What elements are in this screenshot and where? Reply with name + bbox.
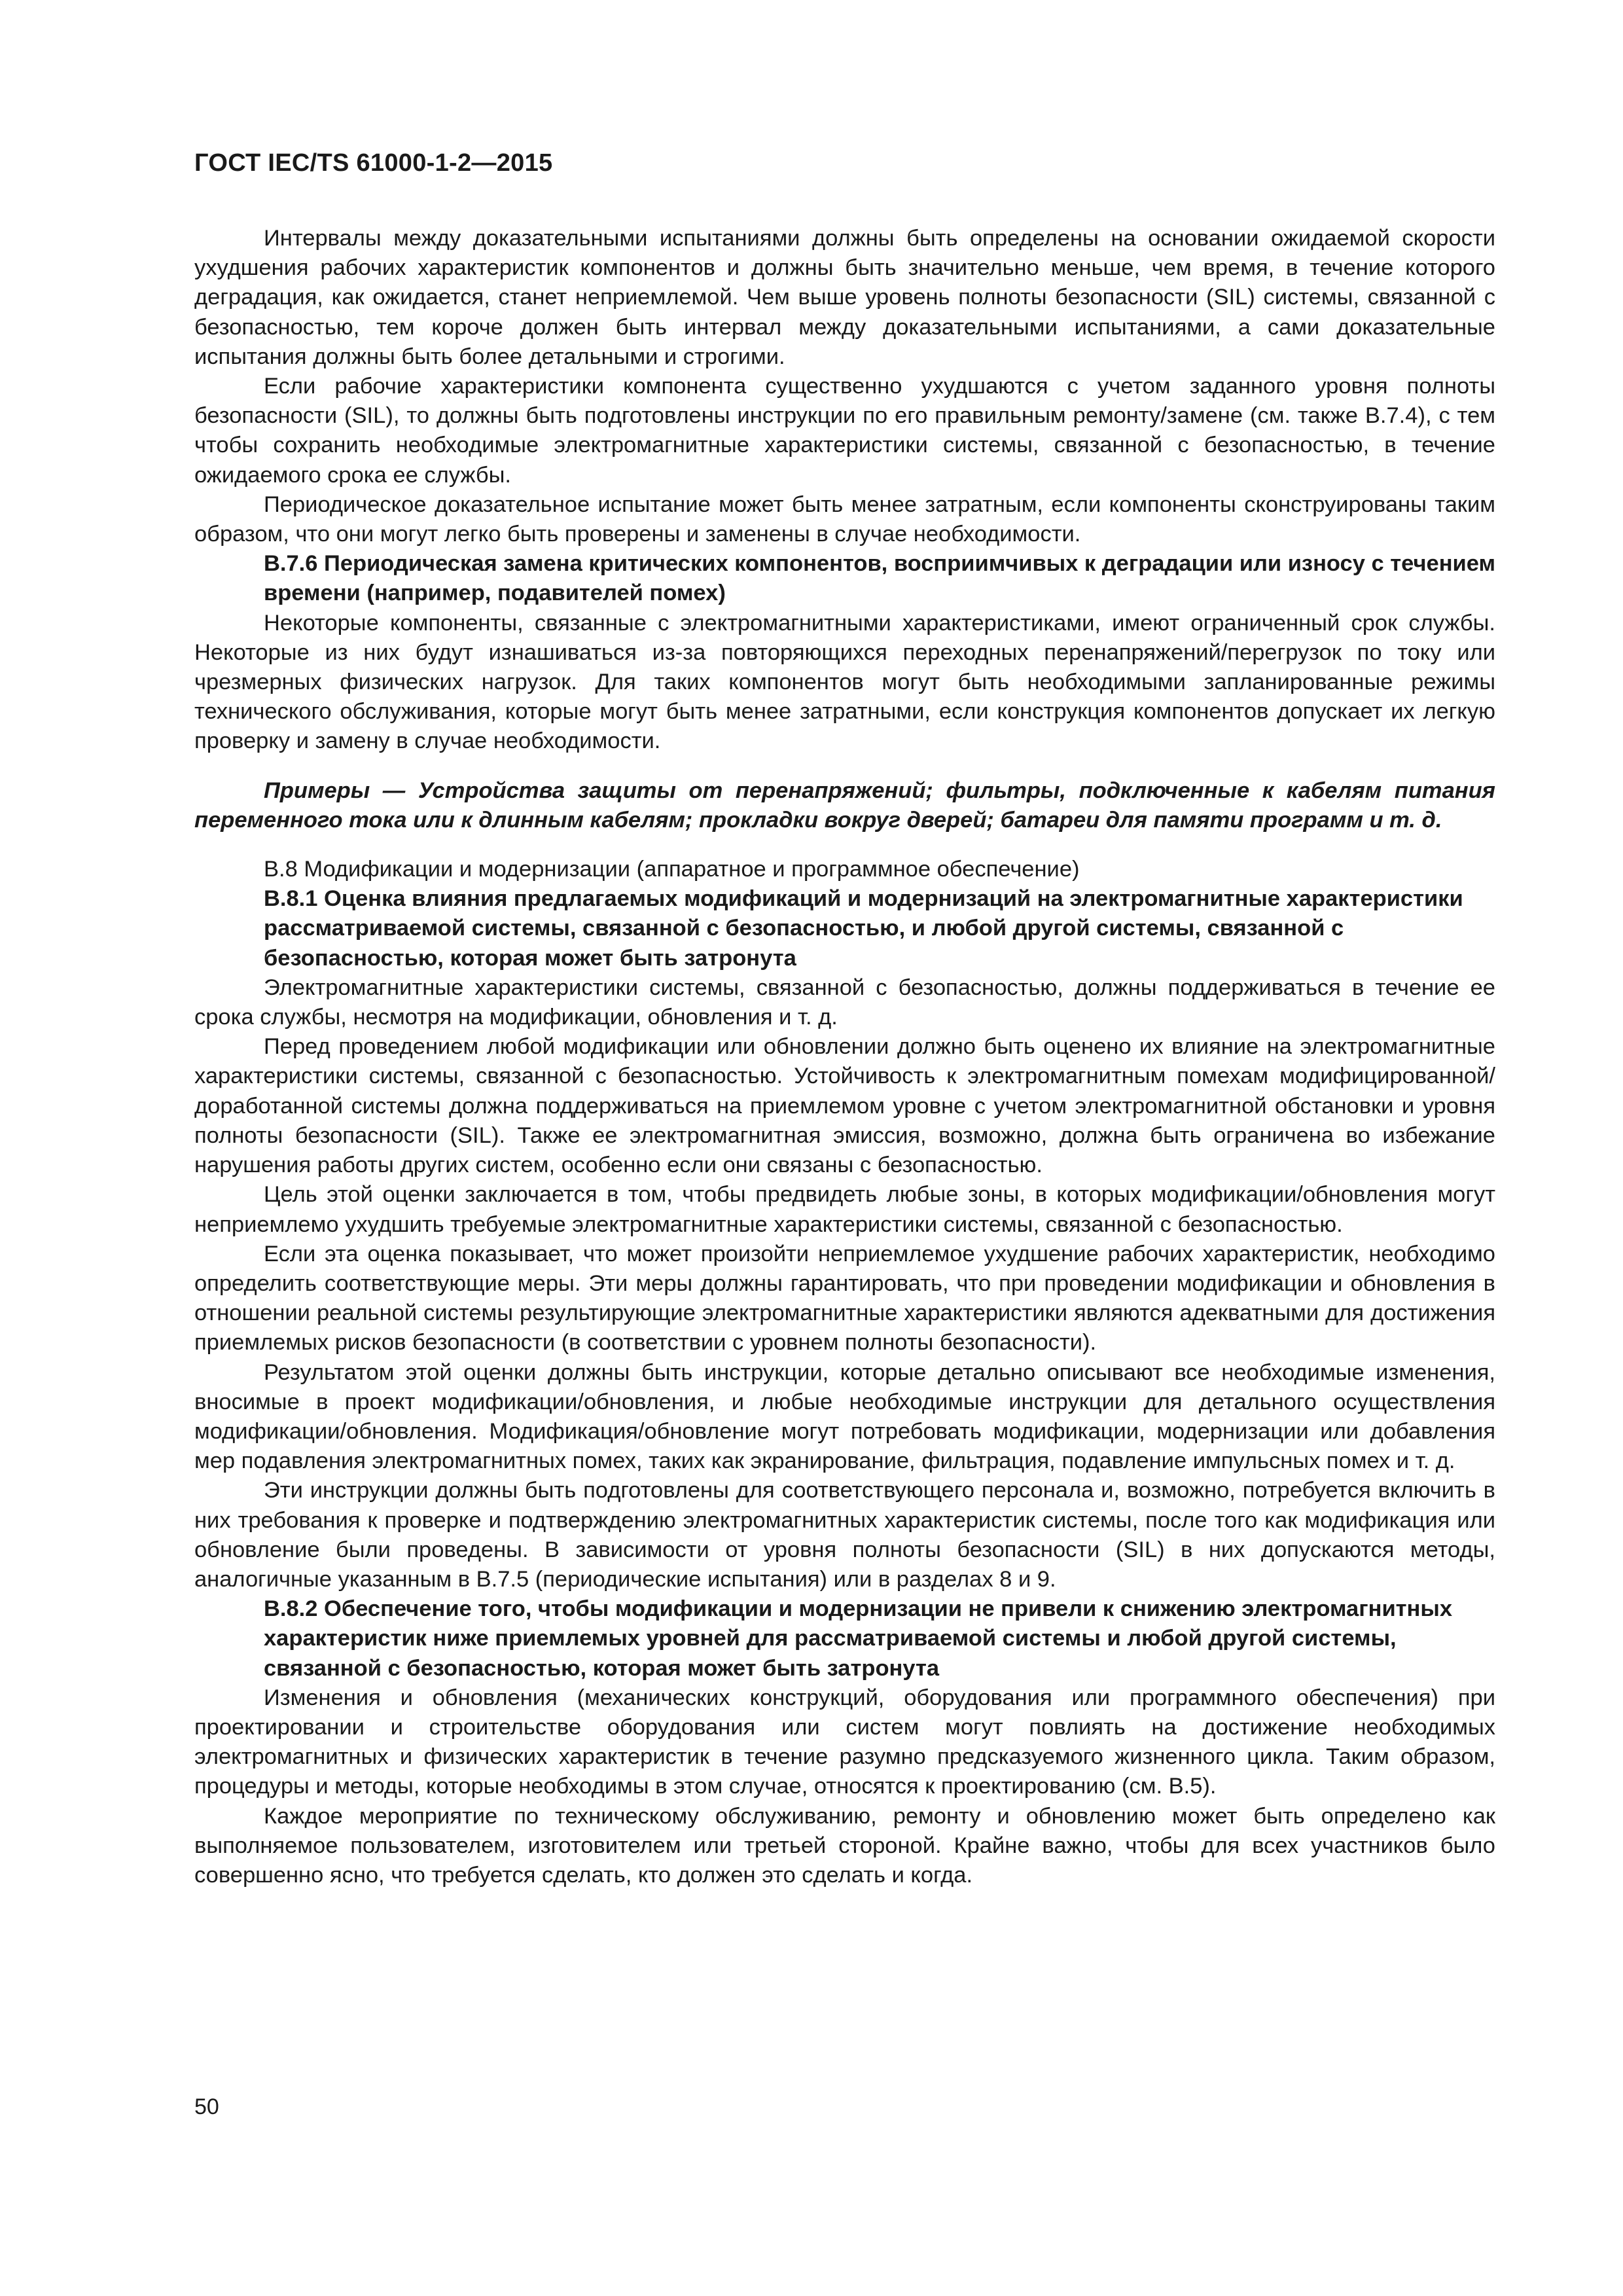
section-heading-b76: B.7.6 Периодическая замена критических компонентов, восприимчивых к деградации или износу с течением времени (например, подавителей помех): [264, 551, 1496, 606]
paragraph-changes-design: Изменения и обновления (механических конструкций, оборудования или программного обеспечения) при проектировании и строительстве оборудования или систем могут повлиять на достижение необходимых электромагнитных и физических характеристик в течение разумно предсказуемого жизненного цикла. Таким образом, процедуры и методы, которые необходимы в этом случае, относятся к проектированию (см. B.5).: [194, 1685, 1495, 1799]
page-number: 50: [194, 2094, 219, 2119]
paragraph-assessment-goal: Цель этой оценки заключается в том, чтобы предвидеть любые зоны, в которых модификации/обновления могут неприемлемо ухудшить требуемые электромагнитные характеристики системы, связанной с безопасностью.: [194, 1182, 1495, 1237]
page-body: [194, 224, 1495, 1890]
section-heading-b81: B.8.1 Оценка влияния предлагаемых модификаций и модернизаций на электромагнитные характеристики рассматриваемой системы, связанной с безопасностью, и любой другой системы, связанной с безопасностью, которая может быть затронута: [264, 886, 1463, 971]
document-code-header: ГОСТ IEC/TS 61000-1-2—2015: [194, 149, 553, 177]
paragraph-limited-lifetime-components: Некоторые компоненты, связанные с электромагнитными характеристиками, имеют ограниченный срок службы. Некоторые из них будут изнашиваться из-за повторяющихся переходных перенапряжений/перегрузок по току или чрезмерных физических нагрузок. Для таких компонентов могут быть необходимыми запланированные режимы технического обслуживания, которые могут быть менее затратными, если конструкция компонентов допускает их легкую проверку и замену в случае необходимости.: [194, 610, 1495, 754]
section-heading-b82: B.8.2 Обеспечение того, чтобы модификации и модернизации не привели к снижению электромагнитных характеристик ниже приемлемых уровней для рассматриваемой системы и любой другой системы, связанной с безопасностью, которая может быть затронута: [264, 1596, 1453, 1681]
paragraph-maintenance-responsibility: Каждое мероприятие по техническому обслуживанию, ремонту и обновлению может быть определено как выполняемое пользователем, изготовителем или третьей стороной. Крайне важно, чтобы для всех участников было совершенно ясно, что требуется сделать, кто должен это сделать и когда.: [194, 1803, 1495, 1888]
section-heading-b8: B.8 Модификации и модернизации (аппаратное и программное обеспечение): [264, 857, 1080, 882]
paragraph-instructions-result: Результатом этой оценки должны быть инструкции, которые детально описывают все необходимые изменения, вносимые в проект модификации/обновления, и любые необходимые инструкции для детального осуществления модификации/обновления. Модификация/обновление могут потребовать модификации, модернизации или добавления мер подавления электромагнитных помех, таких как экранирование, фильтрация, подавление импульсных помех и т. д.: [194, 1359, 1495, 1474]
paragraph-measures: Если эта оценка показывает, что может произойти неприемлемое ухудшение рабочих характеристик, необходимо определить соответствующие меры. Эти меры должны гарантировать, что при проведении модификации и обновления в отношении реальной системы результирующие электромагнитные характеристики являются адекватными для достижения приемлемых рисков безопасности (в соответствии с уровнем полноты безопасности).: [194, 1241, 1495, 1355]
paragraph-periodic-proof-test: Периодическое доказательное испытание может быть менее затратным, если компоненты сконструированы таким образом, что они могут легко быть проверены и заменены в случае необходимости.: [194, 492, 1495, 547]
paragraph-assess-modifications: Перед проведением любой модификации или обновлении должно быть оценено их влияние на электромагнитные характеристики системы, связанной с безопасностью. Устойчивость к электромагнитным помехам модифицированной/доработанной системы должна поддерживаться на приемлемом уровне с учетом электромагнитной обстановки и уровня полноты безопасности (SIL). Также ее электромагнитная эмиссия, возможно, должна быть ограничена во избежание нарушения работы других систем, особенно если они связаны с безопасностью.: [194, 1034, 1495, 1178]
paragraph-proof-test-intervals: Интервалы между доказательными испытаниями должны быть определены на основании ожидаемой скорости ухудшения рабочих характеристик компонентов и должны быть значительно меньше, чем время, в течение которого деградация, как ожидается, станет неприемлемой. Чем выше уровень полноты безопасности (SIL) системы, связанной с безопасностью, тем короче должен быть интервал между доказательными испытаниями, а сами доказательные испытания должны быть более детальными и строгими.: [194, 226, 1495, 369]
paragraph-instructions-personnel: Эти инструкции должны быть подготовлены для соответствующего персонала и, возможно, потребуется включить в них требования к проверке и подтверждению электромагнитных характеристик системы, после того как модификация или обновление были проведены. В зависимости от уровня полноты безопасности (SIL) в них допускаются методы, аналогичные указанным в B.7.5 (периодические испытания) или в разделах 8 и 9.: [194, 1478, 1495, 1592]
paragraph-maintain-emc: Электромагнитные характеристики системы, связанной с безопасностью, должны поддерживаться в течение ее срока службы, несмотря на модификации, обновления и т. д.: [194, 975, 1495, 1030]
examples-note: Примеры — Устройства защиты от перенапряжений; фильтры, подключенные к кабелям питания переменного тока или к длинным кабелям; прокладки вокруг дверей; батареи для памяти программ и т. д.: [194, 778, 1495, 833]
paragraph-repair-instructions: Если рабочие характеристики компонента существенно ухудшаются с учетом заданного уровня полноты безопасности (SIL), то должны быть подготовлены инструкции по его правильным ремонту/замене (см. также B.7.4), с тем чтобы сохранить необходимые электромагнитные характеристики системы, связанной с безопасностью, в течение ожидаемого срока ее службы.: [194, 374, 1495, 488]
